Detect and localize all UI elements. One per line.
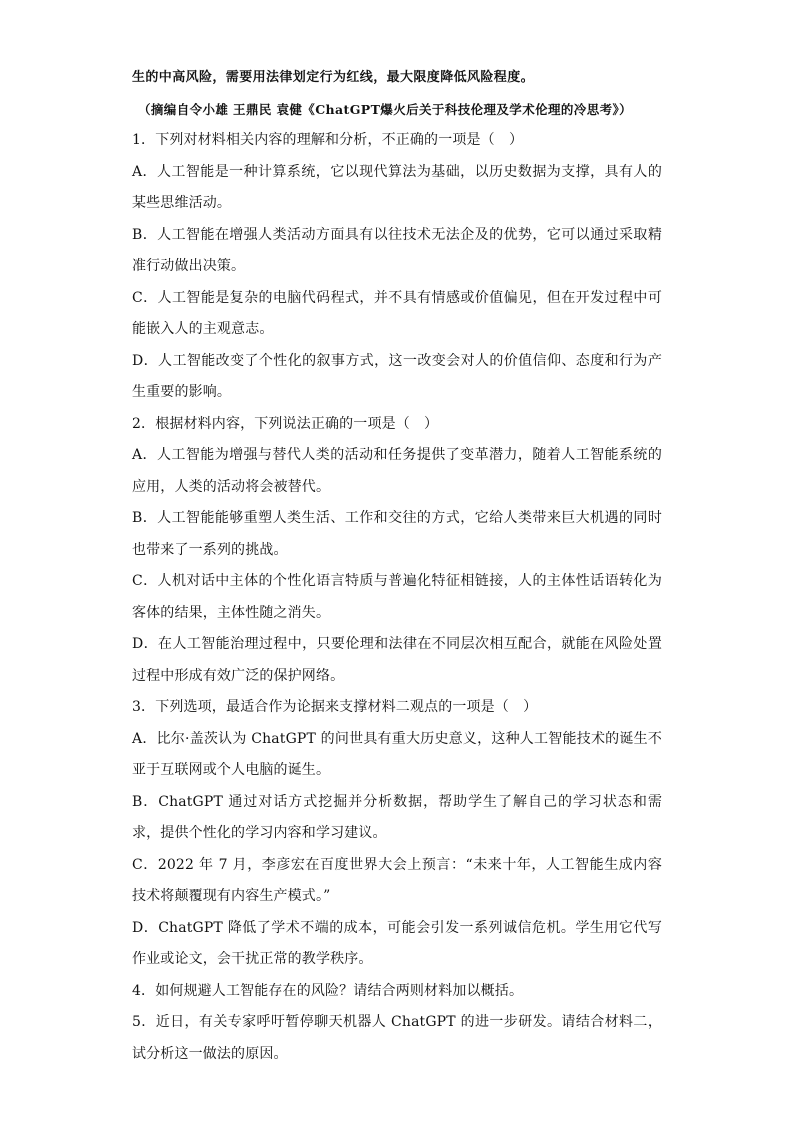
question-1-option-a: A．人工智能是一种计算系统，它以现代算法为基础，以历史数据为支撑，具有人的某些思维活动。 <box>132 163 662 211</box>
question-5 <box>132 1007 662 1070</box>
question-4-stem: 4．如何规避人工智能存在的风险？请结合两则材料加以概括。 <box>132 982 524 999</box>
question-3 <box>132 692 662 976</box>
question-2-stem: 2．根据材料内容，下列说法正确的一项是（ ） <box>132 415 439 432</box>
question-2-option-c: C．人机对话中主体的个性化语言特质与普遍化特征相链接，人的主体性话语转化为客体的结果，主体性随之消失。 <box>132 573 662 621</box>
question-3-option-b: B．ChatGPT 通过对话方式挖掘并分析数据，帮助学生了解自己的学习状态和需求，提供个性化的学习内容和学习建议。 <box>132 793 662 841</box>
question-3-option-c: C．2022 年 7 月，李彦宏在百度世界大会上预言：“未来十年，人工智能生成内容技术将颠覆现有内容生产模式。” <box>132 856 662 904</box>
question-4 <box>132 976 662 1008</box>
question-1-option-c: C．人工智能是复杂的电脑代码程式，并不具有情感或价值偏见，但在开发过程中可能嵌入人的主观意志。 <box>132 289 662 337</box>
question-2-option-a: A．人工智能为增强与替代人类的活动和任务提供了变革潜力，随着人工智能系统的应用，人类的活动将会被替代。 <box>132 447 662 495</box>
question-2 <box>132 409 662 693</box>
question-1-option-b: B．人工智能在增强人类活动方面具有以往技术无法企及的优势，它可以通过采取精准行动做出决策。 <box>132 226 662 274</box>
question-1-option-d: D．人工智能改变了个性化的叙事方式，这一改变会对人的价值信仰、态度和行为产生重要的影响。 <box>132 352 662 400</box>
passage-ending-line: 生的中高风险，需要用法律划定行为红线，最大限度降低风险程度。 <box>132 70 535 85</box>
passage-source: （摘编自令小雄 王鼎民 袁健《ChatGPT爆火后关于科技伦理及学术伦理的冷思考》） <box>138 101 633 117</box>
question-5-stem: 5．近日，有关专家呼吁暂停聊天机器人 ChatGPT 的进一步研发。请结合材料二，试分析这一做法的原因。 <box>132 1014 662 1062</box>
question-3-stem: 3．下列选项，最适合作为论据来支撑材料二观点的一项是（ ） <box>132 699 538 715</box>
question-3-option-d: D．ChatGPT 降低了学术不端的成本，可能会引发一系列诚信危机。学生用它代写作业或论文，会干扰正常的教学秩序。 <box>132 919 662 967</box>
question-2-option-d: D．在人工智能治理过程中，只要伦理和法律在不同层次相互配合，就能在风险处置过程中形成有效广泛的保护网络。 <box>132 636 662 684</box>
question-1-stem: 1．下列对材料相关内容的理解和分析，不正确的一项是（ ） <box>132 132 524 148</box>
question-3-option-a: A．比尔·盖茨认为 ChatGPT 的问世具有重大历史意义，这种人工智能技术的诞生不亚于互联网或个人电脑的诞生。 <box>132 730 662 778</box>
question-2-option-b: B．人工智能能够重塑人类生活、工作和交往的方式，它给人类带来巨大机遇的同时也带来了一系列的挑战。 <box>132 510 662 558</box>
question-1 <box>132 125 662 409</box>
page-content <box>132 62 662 1070</box>
